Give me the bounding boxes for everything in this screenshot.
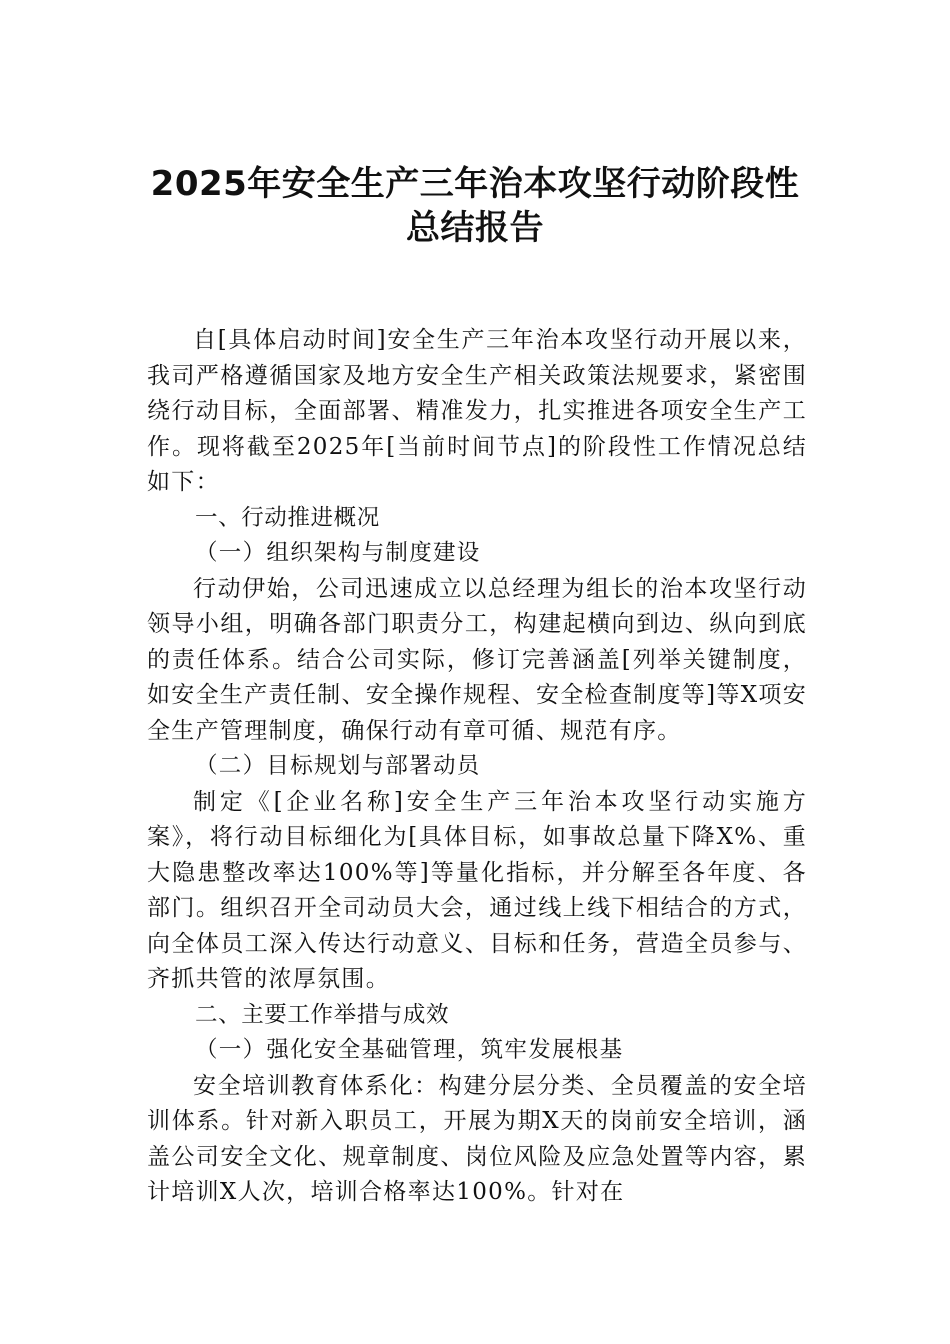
section-2-heading: 二、主要工作举措与成效 — [195, 1001, 450, 1028]
section-1-1-paragraph: 行动伊始，公司迅速成立以总经理为组长的治本攻坚行动领导小组，明确各部门职责分工，构建起横向到边、纵向到底的责任体系。结合公司实际，修订完善涵盖[列举关键制度，如安全生产责任制、安全操作规程、安全检查制度等]等X项安全生产管理制度，确保行动有章可循、规范有序。 — [147, 575, 807, 744]
section-1-1-heading: （一）组织架构与制度建设 — [195, 540, 481, 566]
section-2-1-paragraph: 安全培训教育体系化：构建分层分类、全员覆盖的安全培训体系。针对新入职员工，开展为期X天的岗前安全培训，涵盖公司安全文化、规章制度、岗位风险及应急处置等内容，累计培训X人次，培训合格率达100%。针对在 — [147, 1072, 807, 1205]
section-1-2-paragraph: 制定《[企业名称]安全生产三年治本攻坚行动实施方案》，将行动目标细化为[具体目标，如事故总量下降X%、重大隐患整改率达100%等]等量化指标，并分解至各年度、各部门。组织召开全司动员大会，通过线上线下相结合的方式，向全体员工深入传达行动意义、目标和任务，营造全员参与、齐抓共管的浓厚氛围。 — [147, 788, 807, 992]
section-1-heading: 一、行动推进概况 — [195, 504, 380, 531]
document-body — [147, 323, 807, 1211]
document-title-line-1: 2025年安全生产三年治本攻坚行动阶段性 — [150, 164, 800, 204]
section-2-1-heading: （一）强化安全基础管理，筑牢发展根基 — [195, 1037, 624, 1063]
intro-paragraph: 自[具体启动时间]安全生产三年治本攻坚行动开展以来，我司严格遵循国家及地方安全生产相关政策法规要求，紧密围绕行动目标，全面部署、精准发力，扎实推进各项安全生产工作。现将截至2025年[当前时间节点]的阶段性工作情况总结如下： — [147, 327, 807, 495]
section-1-2-heading: （二）目标规划与部署动员 — [195, 753, 481, 779]
document-title-line-2: 总结报告 — [406, 208, 544, 248]
